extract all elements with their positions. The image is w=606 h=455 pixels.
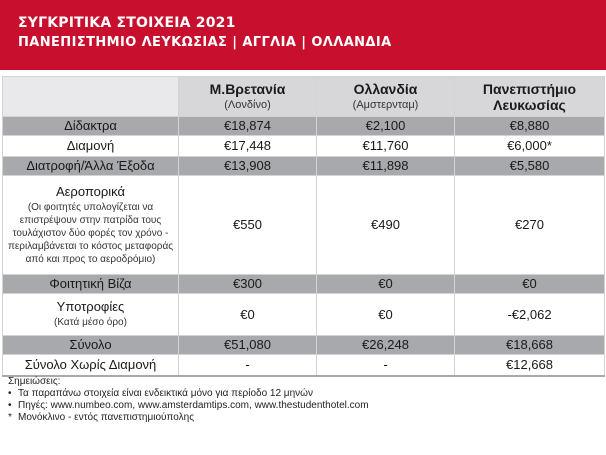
header-uk — [179, 77, 317, 117]
bullet-marker: • — [8, 400, 12, 411]
row-label: Αεροπορικά — [55, 183, 126, 199]
cell-value: €300 — [179, 275, 317, 294]
bullet-marker: • — [8, 388, 12, 399]
title-banner — [0, 0, 606, 70]
row-label: Φοιτητική Βίζα — [3, 275, 179, 294]
header-empty-cell — [3, 77, 179, 117]
cell-value: €550 — [179, 176, 317, 275]
row-label-cell — [3, 294, 179, 336]
table-row-total-without-accommodation — [3, 355, 605, 376]
table-row-food — [3, 157, 605, 176]
table-row-tuition — [3, 117, 605, 136]
row-label: Σύνολο — [3, 336, 179, 355]
notes-heading: Σημειώσεις: — [8, 376, 61, 387]
cell-value: - — [179, 355, 317, 376]
row-note: (Κατά μέσο όρο) — [54, 317, 127, 328]
cell-value: €17,448 — [179, 136, 317, 157]
cell-value: €0 — [455, 275, 605, 294]
header-unic — [455, 77, 605, 117]
row-label: Δίδακτρα — [3, 117, 179, 136]
note-text: Τα παραπάνω στοιχεία είναι ενδεικτικά μόνο για περίοδο 12 μηνών — [18, 388, 313, 399]
table-row-total — [3, 336, 605, 355]
table-row-airfare — [3, 176, 605, 275]
table-row-accommodation — [3, 136, 605, 157]
note-item — [8, 412, 598, 424]
cell-value: €26,248 — [317, 336, 455, 355]
cell-value: €18,874 — [179, 117, 317, 136]
row-label: Σύνολο Χωρίς Διαμονή — [3, 355, 179, 376]
row-label-cell — [3, 176, 179, 275]
row-note: (Οι φοιτητές υπολογίζεται να επιστρέψουν στην πατρίδα τους τουλάχιστον δύο φορές τον χρόνο - περιλαμβάνεται το κόστος μεταφοράς από και προς το αεροδρόμιο) — [7, 201, 174, 265]
cell-value: €11,898 — [317, 157, 455, 176]
comparison-table — [2, 76, 605, 377]
row-label: Διαμονή — [3, 136, 179, 157]
cell-value: €5,580 — [455, 157, 605, 176]
cell-value: €0 — [179, 294, 317, 336]
cell-value: €12,668 — [455, 355, 605, 376]
cell-value: €6,000* — [455, 136, 605, 157]
cell-value: €270 — [455, 176, 605, 275]
row-label: Διατροφή/Άλλα Έξοδα — [3, 157, 179, 176]
asterisk-marker: * — [8, 412, 12, 423]
column-sub-netherlands: (Αμστερνταμ) — [352, 98, 419, 111]
header-netherlands — [317, 77, 455, 117]
column-name-unic-line1: Πανεπιστήμιο — [482, 80, 577, 97]
column-name-unic-line2: Λευκωσίας — [493, 96, 566, 113]
cell-value: €0 — [317, 294, 455, 336]
table-header-row — [3, 77, 605, 117]
row-label: Υποτροφίες — [56, 299, 125, 314]
page-subtitle: ΠΑΝΕΠΙΣΤΗΜΙΟ ΛΕΥΚΩΣΙΑΣ | ΑΓΓΛΙΑ | ΟΛΛΑΝΔΙΑ — [18, 35, 392, 50]
cell-value: €2,100 — [317, 117, 455, 136]
cell-value: €490 — [317, 176, 455, 275]
cell-value: - — [317, 355, 455, 376]
cell-value: -€2,062 — [455, 294, 605, 336]
cell-value: €13,908 — [179, 157, 317, 176]
cell-value: €51,080 — [179, 336, 317, 355]
column-name-uk: Μ.Βρετανία — [209, 80, 286, 97]
cell-value: €11,760 — [317, 136, 455, 157]
cell-value: €8,880 — [455, 117, 605, 136]
note-item — [8, 388, 598, 400]
table-row-visa — [3, 275, 605, 294]
cell-value: €0 — [317, 275, 455, 294]
column-name-netherlands: Ολλανδία — [353, 80, 418, 97]
note-item — [8, 400, 598, 412]
table-row-scholarships — [3, 294, 605, 336]
cell-value: €18,668 — [455, 336, 605, 355]
notes-section — [8, 376, 598, 424]
column-sub-uk: (Λονδίνο) — [224, 98, 271, 111]
note-text: Πηγές: www.numbeo.com, www.amsterdamtips.com, www.thestudenthotel.com — [18, 400, 369, 411]
page-title: ΣΥΓΚΡΙΤΙΚΑ ΣΤΟΙΧΕΙΑ 2021 — [18, 15, 236, 31]
note-text: Μονόκλινο - εντός πανεπιστημιούπολης — [18, 412, 195, 423]
